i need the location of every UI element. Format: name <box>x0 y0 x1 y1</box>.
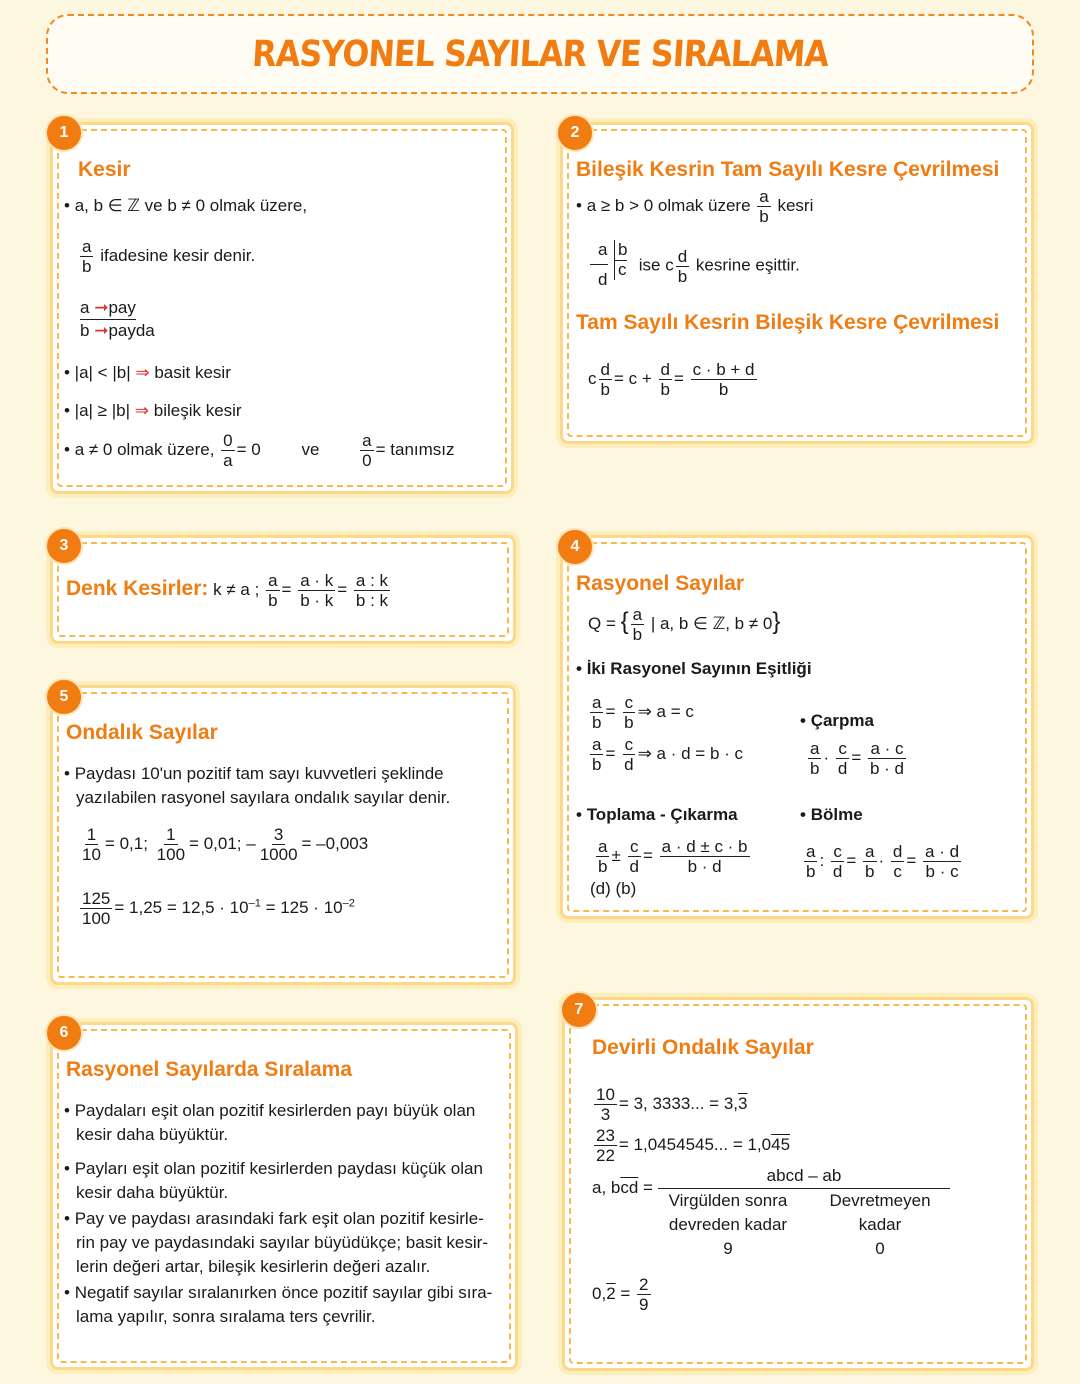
kesir-line1: • a, b ∈ ℤ ve b ≠ 0 olmak üzere, <box>64 196 308 215</box>
equality-rule-1: $\frac{a}{b}$ = $\frac{c}{b}$ ⇒ a = c <box>592 693 694 732</box>
devirli-example-1: $\frac{10}{3}$ = 3, 3333... = 3,3 <box>596 1085 748 1124</box>
basit-kesir-rule: • |a| < |b| ⇒ basit kesir <box>64 363 231 382</box>
toplama-formula: $\frac{a}{b}$ ± $\frac{c}{d}$ = $\frac{a \cdot d \pm c \cdot b}{b \cdot d}$ <box>598 837 748 876</box>
card-number-6: 6 <box>45 1014 83 1052</box>
carpma-formula: $\frac{a}{b}$ · $\frac{c}{d}$ = $\frac{a \cdot c}{b \cdot d}$ <box>810 739 905 778</box>
kesir-definition: $\frac{a}{b}$ ifadesine kesir denir. <box>82 237 256 276</box>
card-number-1: 1 <box>45 114 83 152</box>
equality-heading: • İki Rasyonel Sayının Eşitliği <box>576 659 812 678</box>
rasyonel-heading: Rasyonel Sayılar <box>576 572 745 595</box>
bilesik-heading-1: Bileşik Kesrin Tam Sayılı Kesre Çevrilmesi <box>576 158 1000 181</box>
carpma-heading: • Çarpma <box>800 711 874 730</box>
devirli-formula: abcd – ab Virgülden sonra devreden kadar 9 Devretmeyen kadar 0 <box>658 1166 950 1261</box>
devirli-formula-label: a, $b\overline{cd}$ = <box>592 1178 653 1197</box>
zero-rule: • a ≠ 0 olmak üzere, $\frac{0}{a}$ = 0 ve $\frac{a}{0}$ = tanımsız <box>64 431 455 470</box>
ondalik-examples: $\frac{1}{10}$ = 0,1; $\frac{1}{100}$ = 0,01; – $\frac{3}{1000}$ = –0,003 <box>82 825 369 864</box>
devirli-example-3: 0,2 = $\frac{2}{9}$ <box>592 1275 649 1314</box>
card-number-7: 7 <box>560 991 598 1029</box>
ondalik-heading: Ondalık Sayılar <box>66 721 218 744</box>
pay-payda-diagram: a ➞pay b ➞payda <box>80 298 155 340</box>
toplama-expand-note: (d) (b) <box>590 879 637 898</box>
card-number-3: 3 <box>45 527 83 565</box>
bolme-heading: • Bölme <box>800 805 863 824</box>
card-number-4: 4 <box>556 528 594 566</box>
kesir-heading: Kesir <box>78 158 131 181</box>
rational-set-definition: Q = { $\frac{a}{b}$ | a, b ∈ ℤ, b ≠ 0} <box>588 605 781 644</box>
siralama-bullets: • Paydaları eşit olan pozitif kesirlerden payı büyük olan kesir daha büyüktür. • Payları eşit olan pozitif kesirlerden paydası küçük olan kesir daha büyüktür. • Pay ve paydası arasındaki fark eşit olan pozitif kesirle- rin pay ve paydasındaki sayılar büyüdükçe; basit kesir- lerin değeri artar, bileşik kesirlerin değeri azalır. • Negatif sayılar sıralanırken önce pozitif sayılar gibi sıra- lama yapılır, sonra sıralama ters çevrilir. <box>64 1101 493 1326</box>
card-number-5: 5 <box>45 678 83 716</box>
siralama-heading: Rasyonel Sayılarda Sıralama <box>66 1058 352 1081</box>
bilesik-kesir-rule: • |a| ≥ |b| ⇒ bileşik kesir <box>64 401 242 420</box>
bilesik-heading-2: Tam Sayılı Kesrin Bileşik Kesre Çevrilmesi <box>576 311 1000 334</box>
devirli-example-2: $\frac{23}{22}$ = 1,0454545... = 1,045 <box>596 1126 791 1165</box>
card-number-2: 2 <box>556 114 594 152</box>
page-title: RASYONEL SAYILAR VE SIRALAMA <box>250 33 830 75</box>
title-banner <box>46 14 1034 94</box>
toplama-heading: • Toplama - Çıkarma <box>576 805 738 824</box>
bolme-formula: $\frac{a}{b}$ : $\frac{c}{d}$ = $\frac{a}{b}$ · $\frac{d}{c}$ = $\frac{a \cdot d}{b \cdot c}$ <box>806 842 960 881</box>
division-diagram: a b c d ise c $\frac{d}{b}$ kesrine eşittir. <box>590 240 800 292</box>
denk-kesirler-formula: Denk Kesirler: k ≠ a ; $\frac{a}{b}$ = $\frac{a \cdot k}{b \cdot k}$ = $\frac{a : k}{b : k}$ <box>66 571 389 610</box>
equality-rule-2: $\frac{a}{b}$ = $\frac{c}{d}$ ⇒ a · d = b · c <box>592 735 744 774</box>
mixed-to-improper-formula: c $\frac{d}{b}$ = c + $\frac{d}{b}$ = $\frac{c \cdot b + d}{b}$ <box>588 360 755 399</box>
ondalik-definition: • Paydası 10'un pozitif tam sayı kuvvetleri şeklinde yazılabilen rasyonel sayılara ondalık sayılar denir. <box>64 764 451 807</box>
bilesik-line1: • a ≥ b > 0 olmak üzere $\frac{a}{b}$ kesri <box>576 187 814 226</box>
scientific-example: $\frac{125}{100}$ = $1,25 = 12,5 \cdot 10^{-1} = 125 \cdot 10^{-2}$ <box>82 889 355 928</box>
devirli-heading: Devirli Ondalık Sayılar <box>592 1036 814 1059</box>
